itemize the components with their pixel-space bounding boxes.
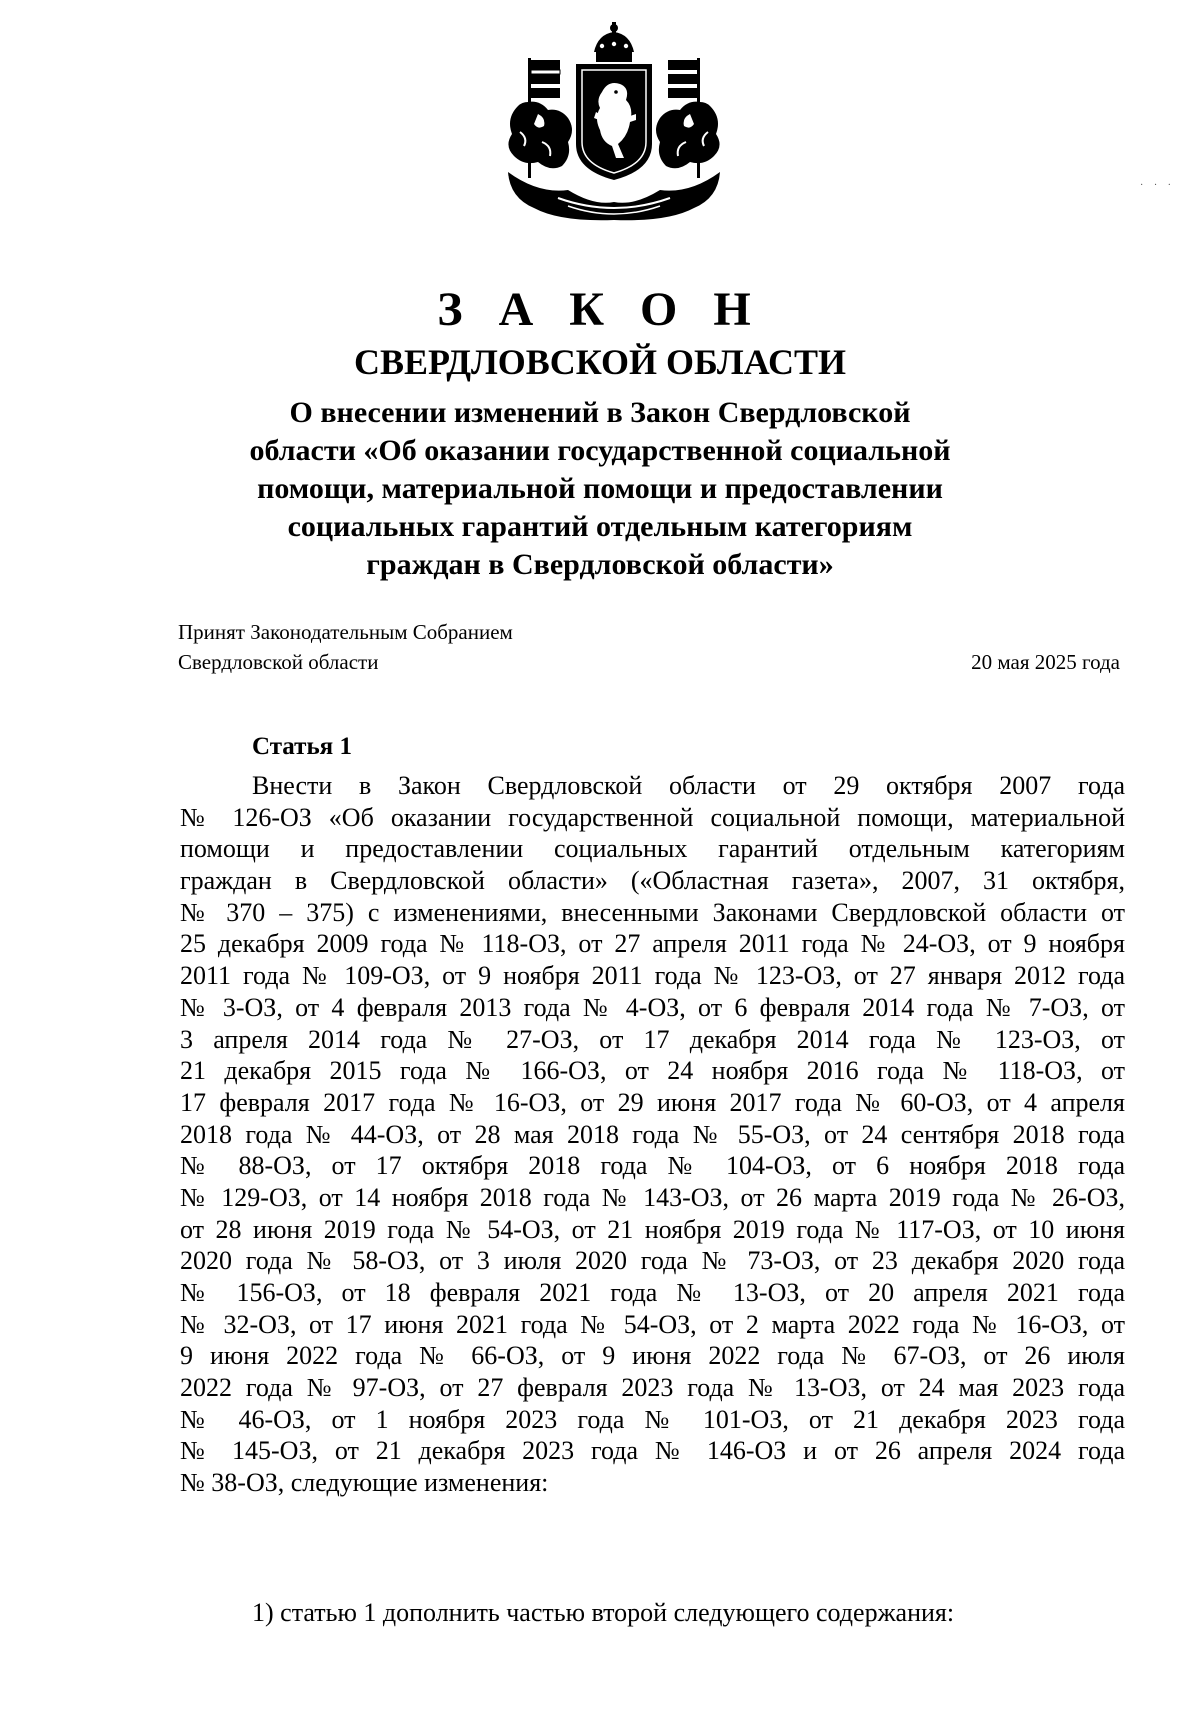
body-line: 17 февраля 2017 года № 16-ОЗ, от 29 июня 2017 года № 60-ОЗ, от 4 апреля [180,1087,1125,1117]
article-heading: Статья 1 [252,733,352,760]
body-line: помощи и предоставлении социальных гарантий отдельным категориям [180,834,1125,864]
law-title-line: граждан в Свердловской области» [366,548,834,581]
article-body [180,770,1125,1499]
coat-of-arms-emblem [498,22,730,224]
adopted-by-line: Принят Законодательным Собранием [178,620,513,644]
body-line: 2011 года № 109-ОЗ, от 9 ноября 2011 года № 123-ОЗ, от 27 января 2012 года [180,961,1125,991]
body-line: № 46-ОЗ, от 1 ноября 2023 года № 101-ОЗ, от 21 декабря 2023 года [180,1404,1125,1434]
body-line: № 88-ОЗ, от 17 октября 2018 года № 104-ОЗ, от 6 ноября 2018 года [180,1151,1125,1181]
adopted-by-line: Свердловской области [178,650,379,674]
body-line: 25 декабря 2009 года № 118-ОЗ, от 27 апреля 2011 года № 24-ОЗ, от 9 ноября [180,929,1125,959]
document-type-heading: З А К О Н [437,283,763,336]
adopted-by [178,617,513,677]
body-line: № 3-ОЗ, от 4 февраля 2013 года № 4-ОЗ, от 6 февраля 2014 года № 7-ОЗ, от [180,992,1125,1022]
crown-icon [594,22,634,62]
law-title-line: области «Об оказании государственной социальной [249,434,951,467]
shield-icon [576,64,652,180]
body-line: Внести в Закон Свердловской области от 29 октября 2007 года [252,771,1125,800]
body-line: 21 декабря 2015 года № 166-ОЗ, от 24 ноября 2016 года № 118-ОЗ, от [180,1056,1125,1086]
body-line: № 126-ОЗ «Об оказании государственной социальной помощи, материальной [180,802,1125,832]
body-line: № 38-ОЗ, следующие изменения: [180,1468,549,1498]
body-line: 2020 года № 58-ОЗ, от 3 июля 2020 года № 73-ОЗ, от 23 декабря 2020 года [180,1246,1125,1276]
law-title-line: О внесении изменений в Закон Свердловской [289,396,911,429]
law-title [200,394,1000,584]
body-line: 2022 года № 97-ОЗ, от 27 февраля 2023 года № 13-ОЗ, от 24 мая 2023 года [180,1373,1125,1403]
body-line: 2018 года № 44-ОЗ, от 28 мая 2018 года № 55-ОЗ, от 24 сентября 2018 года [180,1119,1125,1149]
body-line: от 28 июня 2019 года № 54-ОЗ, от 21 ноября 2019 года № 117-ОЗ, от 10 июня [180,1214,1125,1244]
region-heading: СВЕРДЛОВСКОЙ ОБЛАСТИ [354,342,846,382]
right-griffin-icon [656,102,720,169]
adopted-date: 20 мая 2025 года [971,650,1120,674]
left-griffin-icon [508,102,572,169]
body-line: № 156-ОЗ, от 18 февраля 2021 года № 13-ОЗ, от 20 апреля 2021 года [180,1278,1125,1307]
body-line: № 32-ОЗ, от 17 июня 2021 года № 54-ОЗ, от 2 марта 2022 года № 16-ОЗ, от [180,1309,1125,1339]
scan-artifact-dots: · · · [1140,180,1175,191]
body-line: 3 апреля 2014 года № 27-ОЗ, от 17 декабря 2014 года № 123-ОЗ, от [180,1024,1125,1054]
body-line: 9 июня 2022 года № 66-ОЗ, от 9 июня 2022 года № 67-ОЗ, от 26 июля [180,1341,1125,1371]
body-line: № 145-ОЗ, от 21 декабря 2023 года № 146-ОЗ и от 26 апреля 2024 года [180,1436,1125,1466]
body-line: № 370 – 375) с изменениями, внесенными Законами Свердловской области от [180,897,1125,927]
amendment-item: 1) статью 1 дополнить частью второй следующего содержания: [252,1598,955,1627]
law-title-line: помощи, материальной помощи и предоставлении [257,472,943,505]
body-line: № 129-ОЗ, от 14 ноября 2018 года № 143-ОЗ, от 26 марта 2019 года № 26-ОЗ, [180,1182,1125,1212]
body-line: граждан в Свердловской области» («Областная газета», 2007, 31 октября, [180,866,1125,896]
law-title-line: социальных гарантий отдельным категориям [287,510,913,543]
